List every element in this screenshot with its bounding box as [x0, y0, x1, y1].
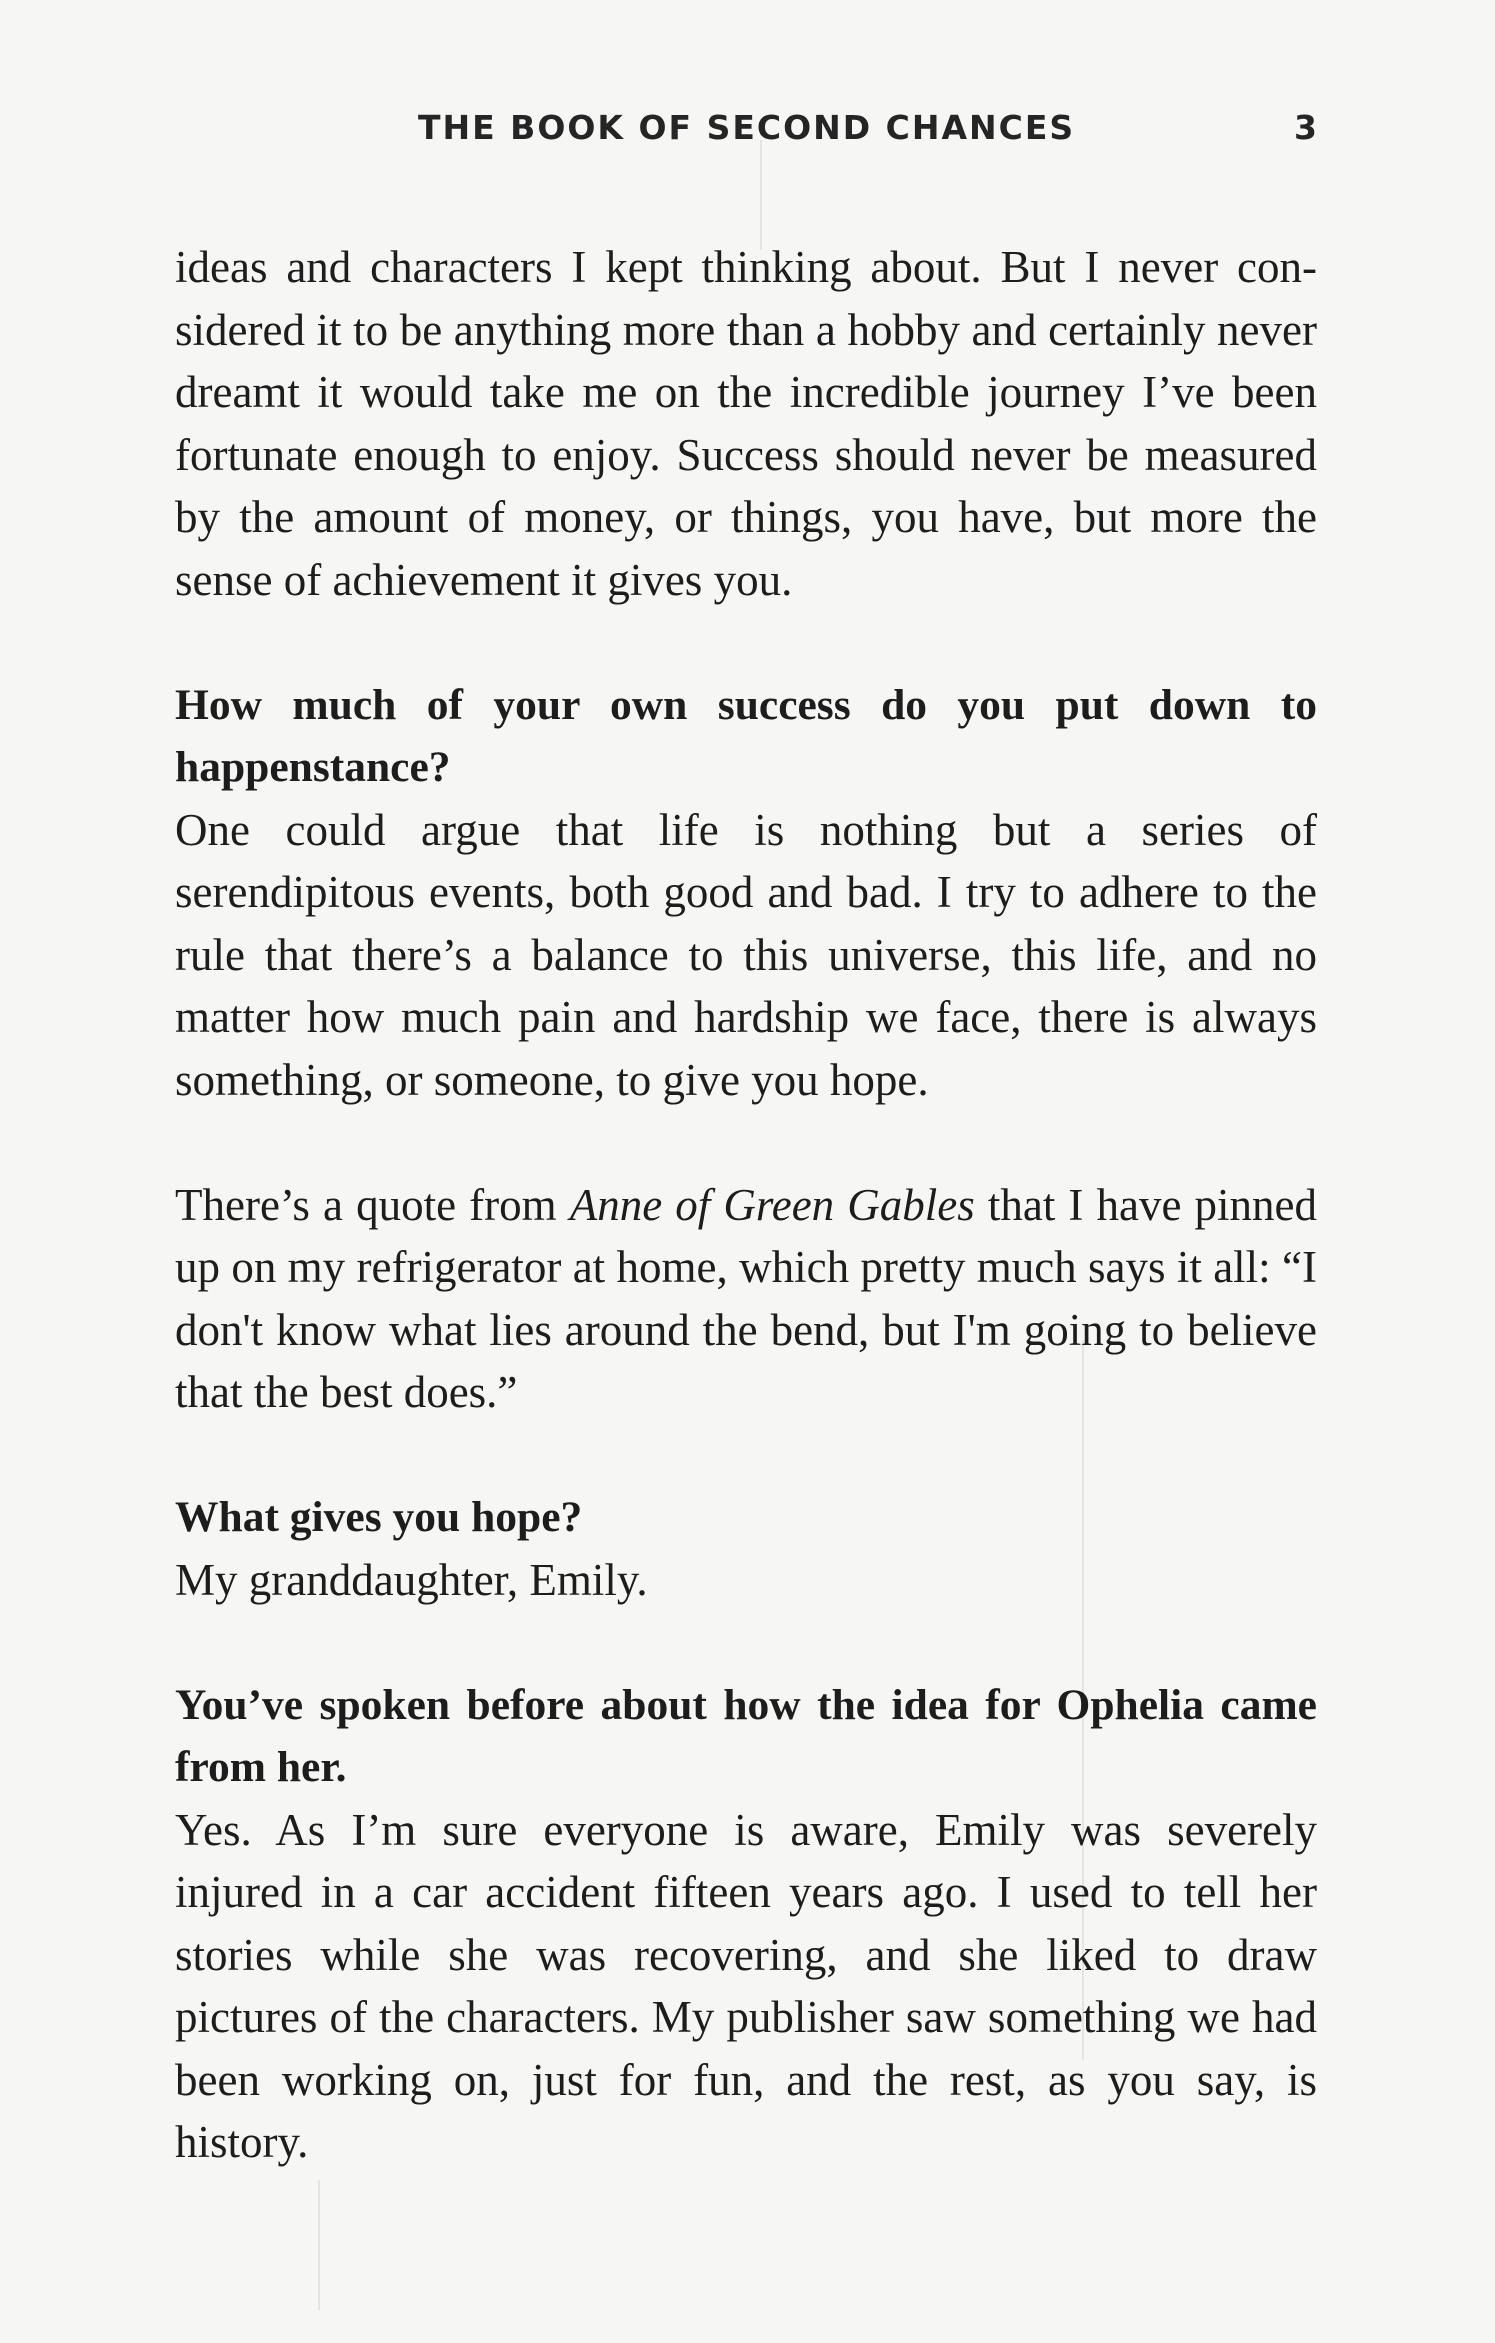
paragraph	[175, 1174, 1317, 1424]
book-title-citation: Anne of Green Gables	[569, 1179, 975, 1230]
page-number: 3	[1294, 108, 1317, 147]
paragraph-text: that I have pinned up on my refrigerator at home, which pretty much says it all: “I don't know what lies around the bend, but I'm going to believe that the best does.”	[175, 1179, 1317, 1417]
interview-answer: One could argue that life is nothing but a series of serendipitous events, both good and bad. I try to adhere to the rule that there’s a balance to this universe, this life, and no matter how much pain and hardship we face, there is always something, or someone, to give you hope.	[175, 804, 1317, 1105]
interview-answer: Yes. As I’m sure everyone is aware, Emily was severely injured in a car accident fifteen years ago. I used to tell her stories while she was recovering, and she liked to draw pictures of the characters. My publisher saw something we had been working on, just for fun, and the rest, as you say, is history.	[175, 1804, 1317, 2167]
interview-question: You’ve spoken before about how the idea for Ophelia came from her.	[175, 1680, 1317, 1791]
paragraph-text: There’s a quote from	[175, 1179, 570, 1230]
page-body	[175, 236, 1317, 2174]
paragraph: ideas and characters I kept thinking about. But I never con-sidered it to be anything more than a hobby and certainly never dreamt it would take me on the incredible journey I’ve been fortunate enough to enjoy. Success should never be measured by the amount of money, or things, you have, but more the sense of achievement it gives you.	[175, 242, 1317, 605]
book-title: THE BOOK OF SECOND CHANCES	[418, 108, 1076, 147]
running-head	[175, 108, 1317, 158]
scan-line	[318, 2180, 320, 2310]
interview-question: What gives you hope?	[175, 1493, 583, 1541]
interview-answer: My granddaughter, Emily.	[175, 1554, 648, 1605]
interview-question: How much of your own success do you put down to happenstance?	[175, 680, 1317, 791]
